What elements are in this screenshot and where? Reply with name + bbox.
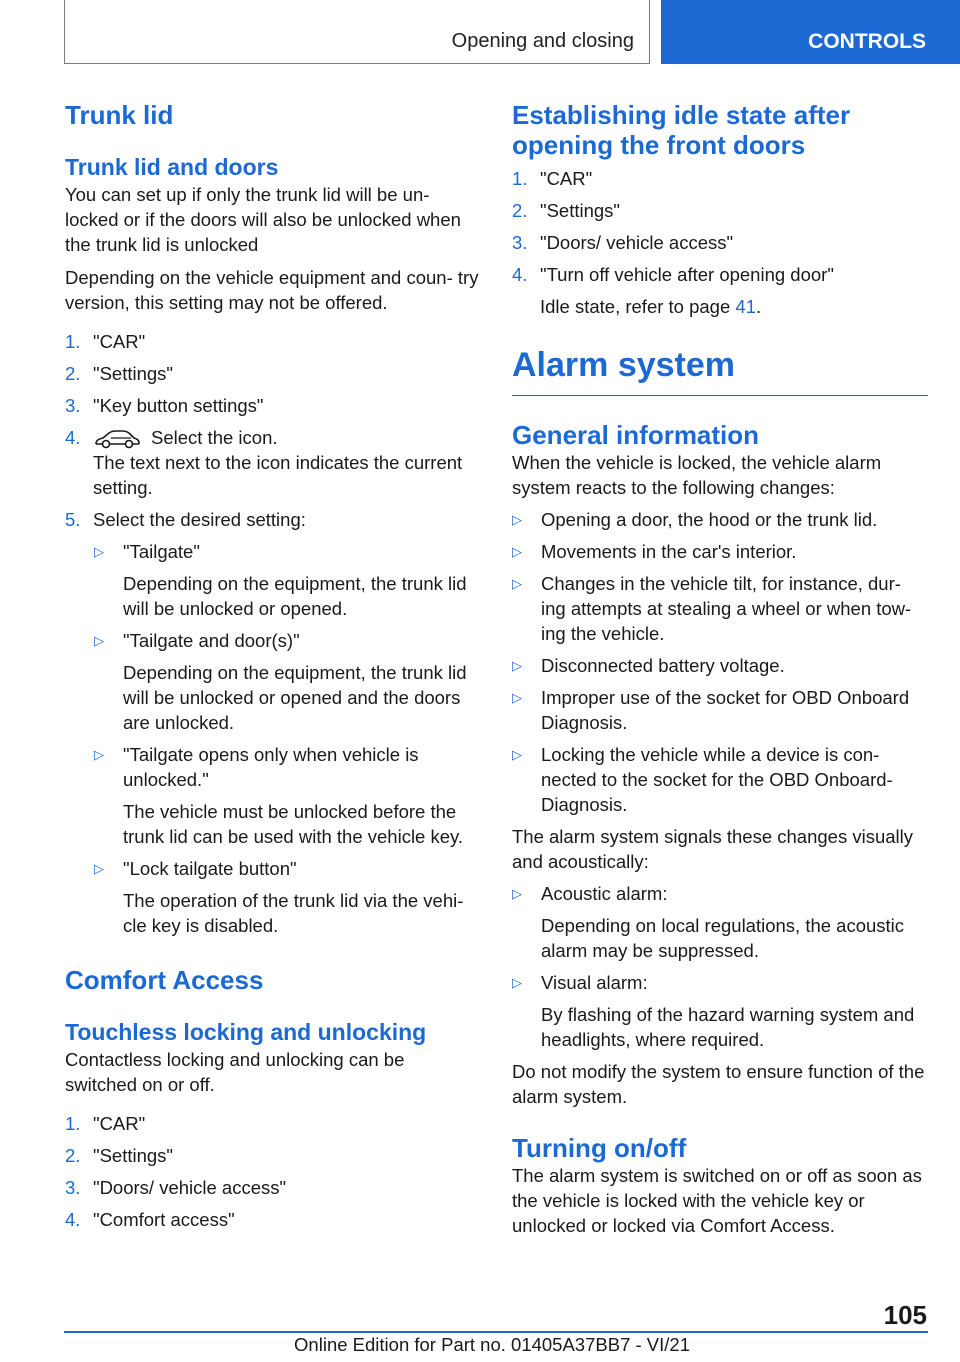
chapter-tab-label: CONTROLS bbox=[808, 30, 926, 53]
list-item: ▷ Acoustic alarm: Depending on local regulations, the acoustic alarm may be suppressed. bbox=[512, 883, 905, 961]
list-item: ▷ Improper use of the socket for OBD Onboard Diagnosis. bbox=[512, 687, 910, 733]
triangle-bullet-icon: ▷ bbox=[94, 861, 104, 877]
list-item: ▷ "Tailgate opens only when vehicle is unlocked." The vehicle must be unlocked before the trunk lid can be used with the vehicle key. bbox=[94, 744, 464, 848]
triangle-bullet-icon: ▷ bbox=[512, 886, 522, 901]
left-column bbox=[65, 100, 480, 1232]
list-item: ▷ Visual alarm: By flashing of the hazard warning system and headlights, where required. bbox=[512, 972, 915, 1050]
step-note: Idle state, refer to page 41. bbox=[540, 296, 762, 317]
list-item: ▷ Movements in the car's interior. bbox=[512, 541, 797, 562]
right-column bbox=[512, 100, 928, 1238]
steps-list bbox=[512, 166, 928, 319]
list-item: 4. "Comfort access" bbox=[65, 1209, 235, 1231]
step-note: The text next to the icon indicates the current setting. bbox=[93, 452, 463, 499]
list-item: ▷ Opening a door, the hood or the trunk lid. bbox=[512, 509, 878, 530]
paragraph: Contactless locking and unlocking can be switched on or off. bbox=[65, 1049, 405, 1096]
heading-turning-on-off: Turning on/off bbox=[512, 1133, 687, 1163]
list-item: 2. "Settings" bbox=[65, 363, 173, 384]
list-item: 3. "Key button settings" bbox=[65, 395, 264, 416]
heading-idle-state: Establishing idle state after opening the front doors bbox=[512, 100, 851, 160]
heading-comfort-access: Comfort Access bbox=[65, 965, 264, 996]
chapter-tab[interactable] bbox=[661, 0, 960, 64]
page-link[interactable]: 41 bbox=[735, 296, 756, 317]
triangle-bullet-icon: ▷ bbox=[512, 690, 522, 705]
list-item: 1. "CAR" bbox=[65, 331, 146, 352]
list-item: 3. "Doors/ vehicle access" bbox=[512, 232, 734, 253]
heading-trunk-lid-and-doors: Trunk lid and doors bbox=[65, 154, 279, 180]
steps-list bbox=[65, 329, 480, 532]
paragraph: The alarm system is switched on or off as soon as the vehicle is locked with the vehicle key or unlocked or locked via Comfort Access. bbox=[512, 1165, 922, 1236]
paragraph: Do not modify the system to ensure function of the alarm system. bbox=[512, 1061, 925, 1107]
list-item: ▷ "Tailgate and door(s)" Depending on the equipment, the trunk lid will be unlocked or opened and the doors are unlocked. bbox=[94, 630, 467, 734]
edition-note: Online Edition for Part no. 01405A37BB7 - VI/21 bbox=[294, 1334, 690, 1355]
list-item: ▷ "Tailgate" Depending on the equipment, the trunk lid will be unlocked or opened. bbox=[94, 541, 467, 620]
heading-general-information: General information bbox=[512, 420, 760, 450]
section-title: Opening and closing bbox=[451, 30, 634, 52]
paragraph: Depending on the vehicle equipment and coun‐ try version, this setting may not be offered. bbox=[65, 267, 479, 313]
list-item: 4. "Turn off vehicle after opening door" Idle state, refer to page 41. bbox=[512, 264, 834, 317]
heading-trunk-lid: Trunk lid bbox=[65, 100, 174, 130]
car-icon bbox=[93, 428, 141, 450]
triangle-bullet-icon: ▷ bbox=[512, 747, 522, 762]
changes-list bbox=[512, 507, 928, 817]
alarm-types-list bbox=[512, 881, 928, 1052]
triangle-bullet-icon: ▷ bbox=[512, 576, 522, 591]
triangle-bullet-icon: ▷ bbox=[512, 975, 522, 990]
heading-touchless-locking: Touchless locking and unlocking bbox=[65, 1019, 427, 1046]
triangle-bullet-icon: ▷ bbox=[512, 658, 522, 673]
triangle-bullet-icon: ▷ bbox=[94, 747, 104, 763]
triangle-bullet-icon: ▷ bbox=[512, 512, 522, 527]
footer-divider bbox=[64, 1331, 928, 1333]
list-item: ▷ "Lock tailgate button" The operation of the trunk lid via the vehi‐ cle key is disabled. bbox=[94, 858, 464, 937]
list-item: 5. Select the desired setting: bbox=[65, 509, 306, 531]
triangle-bullet-icon: ▷ bbox=[94, 633, 104, 649]
triangle-bullet-icon: ▷ bbox=[94, 544, 104, 560]
heading-alarm-system: Alarm system bbox=[512, 345, 928, 396]
paragraph: You can set up if only the trunk lid will be un‐ locked or if the doors will also be unlocked when the trunk lid is unlocked bbox=[65, 184, 461, 255]
list-item: 3. "Doors/ vehicle access" bbox=[65, 1177, 287, 1199]
list-item: 2. "Settings" bbox=[512, 200, 620, 221]
triangle-bullet-icon: ▷ bbox=[512, 544, 522, 559]
steps-list bbox=[65, 1111, 480, 1232]
page-number: 105 bbox=[883, 1300, 927, 1330]
list-item: ▷ Changes in the vehicle tilt, for instance, dur‐ ing attempts at stealing a wheel or when tow‐ ing the vehicle. bbox=[512, 573, 912, 644]
list-item: ▷ Disconnected battery voltage. bbox=[512, 655, 785, 676]
list-item: ▷ Locking the vehicle while a device is con‐ nected to the socket for the OBD Onboard- Diagnosis. bbox=[512, 744, 893, 815]
list-item: 1. "CAR" bbox=[512, 168, 593, 189]
paragraph: When the vehicle is locked, the vehicle alarm system reacts to the following changes: bbox=[512, 452, 882, 498]
options-list bbox=[94, 539, 480, 938]
paragraph: The alarm system signals these changes visually and acoustically: bbox=[512, 826, 914, 872]
list-item: 2. "Settings" bbox=[65, 1145, 173, 1167]
list-item: 1. "CAR" bbox=[65, 1113, 146, 1135]
list-item: 4. Select the icon. The text next to the icon indicates the current setting. bbox=[65, 427, 463, 499]
